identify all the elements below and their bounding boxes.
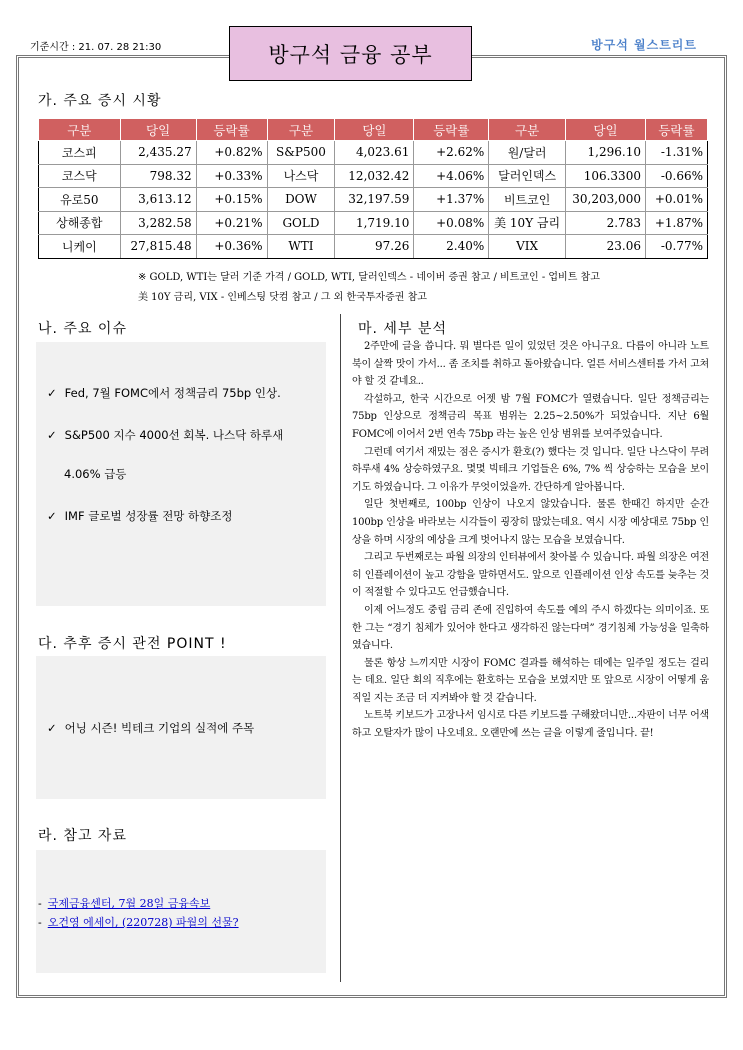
ref-item-2 [38,914,239,930]
table-row [39,141,708,165]
analysis-paragraph: 그리고 두번째로는 파월 의장의 인터뷰에서 찾아볼 수 있습니다. 파월 의장은 여전히 인플레이션이 높고 강함을 말하면서도. 앞으로 인플레이션 인상 속도를 늦추는 것이 적절할 수 있다고도 언급했습니다. [352,552,709,599]
index-change: +4.06% [414,164,489,188]
index-value: 12,032.42 [335,164,414,188]
index-value: 30,203,000 [565,188,645,212]
index-name: DOW [267,188,335,212]
check-icon: ✓ [47,386,57,400]
analysis-body [352,338,709,743]
col-header: 구분 [267,119,335,141]
index-name: GOLD [267,211,335,235]
source-note-1: ※ GOLD, WTI는 달러 기준 가격 / GOLD, WTI, 달러인덱스 - 네이버 증권 참고 / 비트코인 - 업비트 참고 [138,272,600,283]
index-value: 798.32 [120,164,196,188]
index-change: +0.21% [196,211,267,235]
issue-text: Fed, 7월 FOMC에서 정책금리 75bp 인상. [64,386,281,400]
base-time: 기준시간 : 21. 07. 28 21:30 [30,42,162,53]
outlook-text: 어닝 시즌! 빅테크 기업의 실적에 주목 [64,721,255,735]
dash: - [38,897,42,910]
section-analysis-heading: 마. 세부 분석 [358,321,447,337]
section-market-heading: 가. 주요 증시 시황 [38,93,162,109]
col-header: 당일 [335,119,414,141]
analysis-paragraph: 그런데 여기서 재밌는 점은 증시가 환호(?) 했다는 것 입니다. 일단 나스닥이 무려 하루새 4% 상승하였구요. 몇몇 빅테크 기업들은 6%, 7% 씩 상승하는 모습을 보이기도 하였습니다. 그 이유가 무엇이었을까. 간단하게 알아봅니다. [352,446,709,493]
outlook-item-1 [47,720,254,736]
issue-item-1 [47,385,281,401]
section-refs-heading: 라. 참고 자료 [38,828,127,844]
analysis-paragraph: 물론 항상 느끼지만 시장이 FOMC 결과를 해석하는 데에는 일주일 정도는 걸리는 데요. 일단 회의 직후에는 환호하는 모습을 보였지만 또 앞으로 시장이 어떻게 움직일 지는 조금 더 지켜봐야 할 것 같습니다. [352,657,709,704]
index-value: 97.26 [335,235,414,259]
table-row [39,235,708,259]
index-change: +0.82% [196,141,267,165]
analysis-paragraph: 각설하고, 한국 시간으로 어젯 밤 7월 FOMC가 열렸습니다. 일단 정책금리는 75bp 인상으로 정책금리 목표 범위는 2.25~2.50%가 되었습니다. 지난 6월 FOMC에 이어서 2번 연속 75bp 라는 높은 인상 범위를 보여주었습니다. [352,393,709,440]
index-change: -1.31% [645,141,707,165]
index-name: 상해종합 [39,211,121,235]
check-icon: ✓ [47,509,57,523]
table-row [39,211,708,235]
page-title: 방구석 금융 공부 [229,26,472,81]
refs-box [36,850,326,973]
index-name: 원/달러 [489,141,566,165]
col-header: 구분 [39,119,121,141]
index-change: +1.37% [414,188,489,212]
source-note-2: 美 10Y 금리, VIX - 인베스팅 닷컴 참고 / 그 외 한국투자증권 참고 [138,292,427,303]
index-value: 32,197.59 [335,188,414,212]
market-table [38,118,708,259]
index-value: 27,815.48 [120,235,196,259]
section-issues-heading: 나. 주요 이슈 [38,321,127,337]
issue-item-3 [47,508,233,524]
ref-link-1[interactable]: 국제금융센터, 7월 28일 금융속보 [47,897,211,910]
analysis-paragraph: 2주만에 글을 씁니다. 뭐 별다른 일이 있었던 것은 아니구요. 다름이 아니라 노트북이 살짝 맛이 가서... 좀 조치를 취하고 돌아왔습니다. 얼른 서비스센터를 가서 고쳐야 할 것 같네요.. [352,341,709,388]
index-value: 106.3300 [565,164,645,188]
col-header: 당일 [565,119,645,141]
index-name: 코스피 [39,141,121,165]
index-change: +0.36% [196,235,267,259]
index-value: 23.06 [565,235,645,259]
index-name: VIX [489,235,566,259]
section-outlook-heading: 다. 추후 증시 관전 POINT ! [38,636,227,652]
issue-item-2 [47,427,283,443]
index-name: 나스닥 [267,164,335,188]
index-change: 2.40% [414,235,489,259]
index-value: 2.783 [565,211,645,235]
index-value: 4,023.61 [335,141,414,165]
index-name: 유로50 [39,188,121,212]
index-value: 3,613.12 [120,188,196,212]
index-value: 2,435.27 [120,141,196,165]
ref-link-2[interactable]: 오건영 에세이, (220728) 파월의 선물? [47,916,239,929]
col-header: 등락률 [414,119,489,141]
index-change: +1.87% [645,211,707,235]
table-row [39,164,708,188]
table-row [39,188,708,212]
issue-item-2-cont: 4.06% 급등 [64,467,127,481]
issue-text: IMF 글로벌 성장률 전망 하향조정 [64,509,233,523]
index-name: WTI [267,235,335,259]
index-change: +2.62% [414,141,489,165]
col-header: 당일 [120,119,196,141]
index-change: +0.01% [645,188,707,212]
col-header: 등락률 [196,119,267,141]
col-header: 구분 [489,119,566,141]
check-icon: ✓ [47,428,57,442]
index-value: 1,719.10 [335,211,414,235]
check-icon: ✓ [47,721,57,735]
analysis-paragraph: 일단 첫번째로, 100bp 인상이 나오지 않았습니다. 물론 한때긴 하지만 순간 100bp 인상을 바라보는 시각들이 굉장히 많았는데요. 역시 시장 예상대로 75bp 인상을 하며 시장의 예상을 크게 벗어나지 않는 모습을 보였습니다. [352,499,709,546]
index-name: 비트코인 [489,188,566,212]
index-change: +0.15% [196,188,267,212]
column-divider [340,314,341,982]
index-name: S&P500 [267,141,335,165]
col-header: 등락률 [645,119,707,141]
brand-logo: 방구석 월스트리트 [591,38,697,52]
index-name: 달러인덱스 [489,164,566,188]
table-header-row [39,119,708,141]
analysis-paragraph: 노트북 키보드가 고장나서 임시로 다른 키보드를 구해왔더니만...자판이 너무 어색하고 오탈자가 많이 나오네요. 오랜만에 쓰는 글을 이렇게 줄입니다. 끝! [352,710,709,740]
index-change: -0.66% [645,164,707,188]
dash: - [38,916,42,929]
index-name: 美 10Y 금리 [489,211,566,235]
issue-text: S&P500 지수 4000선 회복. 나스닥 하루새 [64,428,284,442]
index-name: 코스닥 [39,164,121,188]
ref-item-1 [38,895,210,911]
index-value: 1,296.10 [565,141,645,165]
index-change: -0.77% [645,235,707,259]
index-value: 3,282.58 [120,211,196,235]
analysis-paragraph: 이제 어느정도 중립 금리 존에 진입하여 속도를 예의 주시 하겠다는 의미이죠. 또한 그는 “경기 침체가 있어야 한다고 생각하진 않는다며” 경기침체 가능성을 일축하였습니다. [352,604,709,652]
index-change: +0.08% [414,211,489,235]
index-name: 니케이 [39,235,121,259]
index-change: +0.33% [196,164,267,188]
